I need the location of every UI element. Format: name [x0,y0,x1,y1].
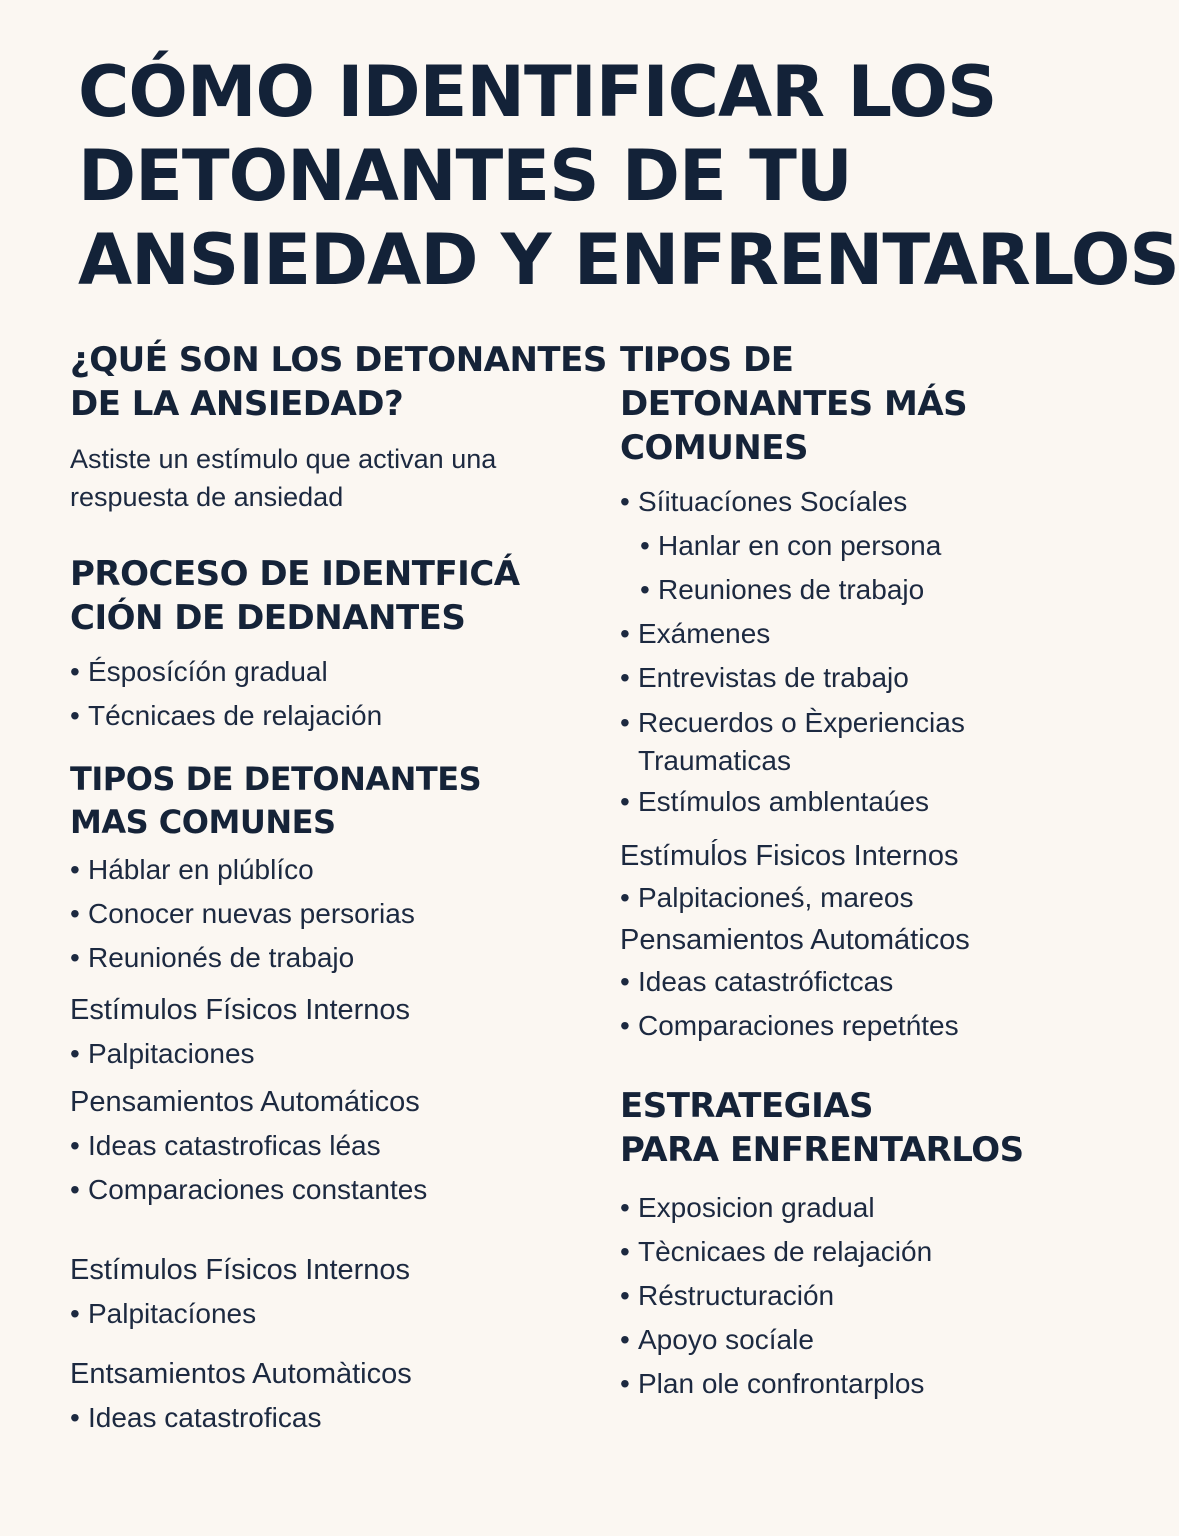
list-item: • Comparaciones constantes [70,1168,590,1212]
what-text-line-1: Astiste un estímulo que activan una [70,444,497,474]
list-item: • Estímulos amblentaúes [620,780,1020,824]
strategies-heading-line-1: ESTRATEGIAS [620,1086,874,1126]
thoughts-label: Pensamientos Automáticos [70,1086,420,1118]
right-thoughts-label: Pensamientos Automáticos [620,924,970,956]
right-types-list [620,480,1020,824]
thoughts-list [70,1124,590,1212]
right-column [620,338,1024,1406]
right-types-heading-line-2: DETONANTES MÁS [620,384,968,424]
what-heading-line-2: DE LA ANSIEDAD? [70,384,404,424]
list-item: • Ésposícíón gradual [70,650,590,694]
types-heading [70,758,590,844]
list-item: • Háblar en plúblíco [70,848,590,892]
list-item: • Exámenes [620,612,1020,656]
types-heading-line-1: TIPOS DE DETONANTES [70,760,482,798]
what-heading-line-1: ¿QUÉ SON LOS DETONANTES [70,340,607,380]
list-item: • Palpitacioneś, mareos [620,876,1020,920]
physical-label: Estímulos Físicos Internos [70,994,411,1026]
page-title [78,50,1179,302]
list-item-sub: • Reuniones de trabajo [620,568,1020,612]
strategies-heading [620,1084,1024,1172]
title-line-3: ANSIEDAD Y ENFRENTARLOS [78,219,1179,301]
types-heading-line-2: MAS COMUNES [70,803,336,841]
list-item: • Apoyo socíale [620,1318,1020,1362]
process-list [70,650,590,738]
right-thoughts-list [620,960,1020,1048]
list-item: • Ideas catastrófictcas [620,960,1020,1004]
right-types-heading [620,338,1020,470]
physical-label-2: Estímulos Físicos Internos [70,1254,411,1286]
title-line-2: DETONANTES DE TU [78,135,852,217]
strategies-heading-line-2: PARA ENFRENTARLOS [620,1130,1024,1170]
what-heading [70,338,607,426]
memories-line-1: • Recuerdos o Èxperiencias [638,707,965,738]
what-description [70,440,590,516]
right-physical-label: Estímuĺos Fisicos Internos [620,840,959,872]
list-item: • Entrevistas de trabajo [620,656,1020,700]
list-item: • Réstructuración [620,1274,1020,1318]
list-item: • Palpitacíones [70,1292,590,1336]
list-item: • Tècnicaes de relajación [620,1230,1020,1274]
physical-list [70,1032,590,1076]
list-item: • Ideas catastroficas léas [70,1124,590,1168]
list-item: • Técnicaes de relajación [70,694,590,738]
list-item-sub: • Hanlar en con persona [620,524,1020,568]
process-heading-line-1: PROCESO DE IDENTFICÁ [70,554,520,594]
left-column [70,338,607,1440]
list-item: • Exposicion gradual [620,1186,1020,1230]
list-item [620,704,1020,780]
right-types-heading-line-1: TIPOS DE [620,340,794,380]
list-item: • Conocer nuevas persorias [70,892,590,936]
physical-list-2 [70,1292,590,1336]
title-line-1: CÓMO IDENTIFICAR LOS [78,51,997,133]
list-item: • Síituacíones Socíales [620,480,1020,524]
list-item: • Comparaciones repetńtes [620,1004,1020,1048]
process-heading-line-2: CIÓN DE DEDNANTES [70,598,466,638]
list-item: • Ideas catastroficas [70,1396,590,1440]
list-item: • Reunionés de trabajo [70,936,590,980]
thoughts-list-2 [70,1396,590,1440]
right-physical-list [620,876,1020,920]
list-item: • Plan ole confrontarplos [620,1362,1020,1406]
strategies-list [620,1186,1020,1406]
right-types-heading-line-3: COMUNES [620,428,808,468]
thoughts-label-2: Entsamientos Automàticos [70,1358,412,1390]
process-heading [70,552,590,640]
what-text-line-2: respuesta de ansiedad [70,482,344,512]
types-list [70,848,590,980]
memories-line-2: Traumaticas [638,745,792,776]
list-item: • Palpitaciones [70,1032,590,1076]
